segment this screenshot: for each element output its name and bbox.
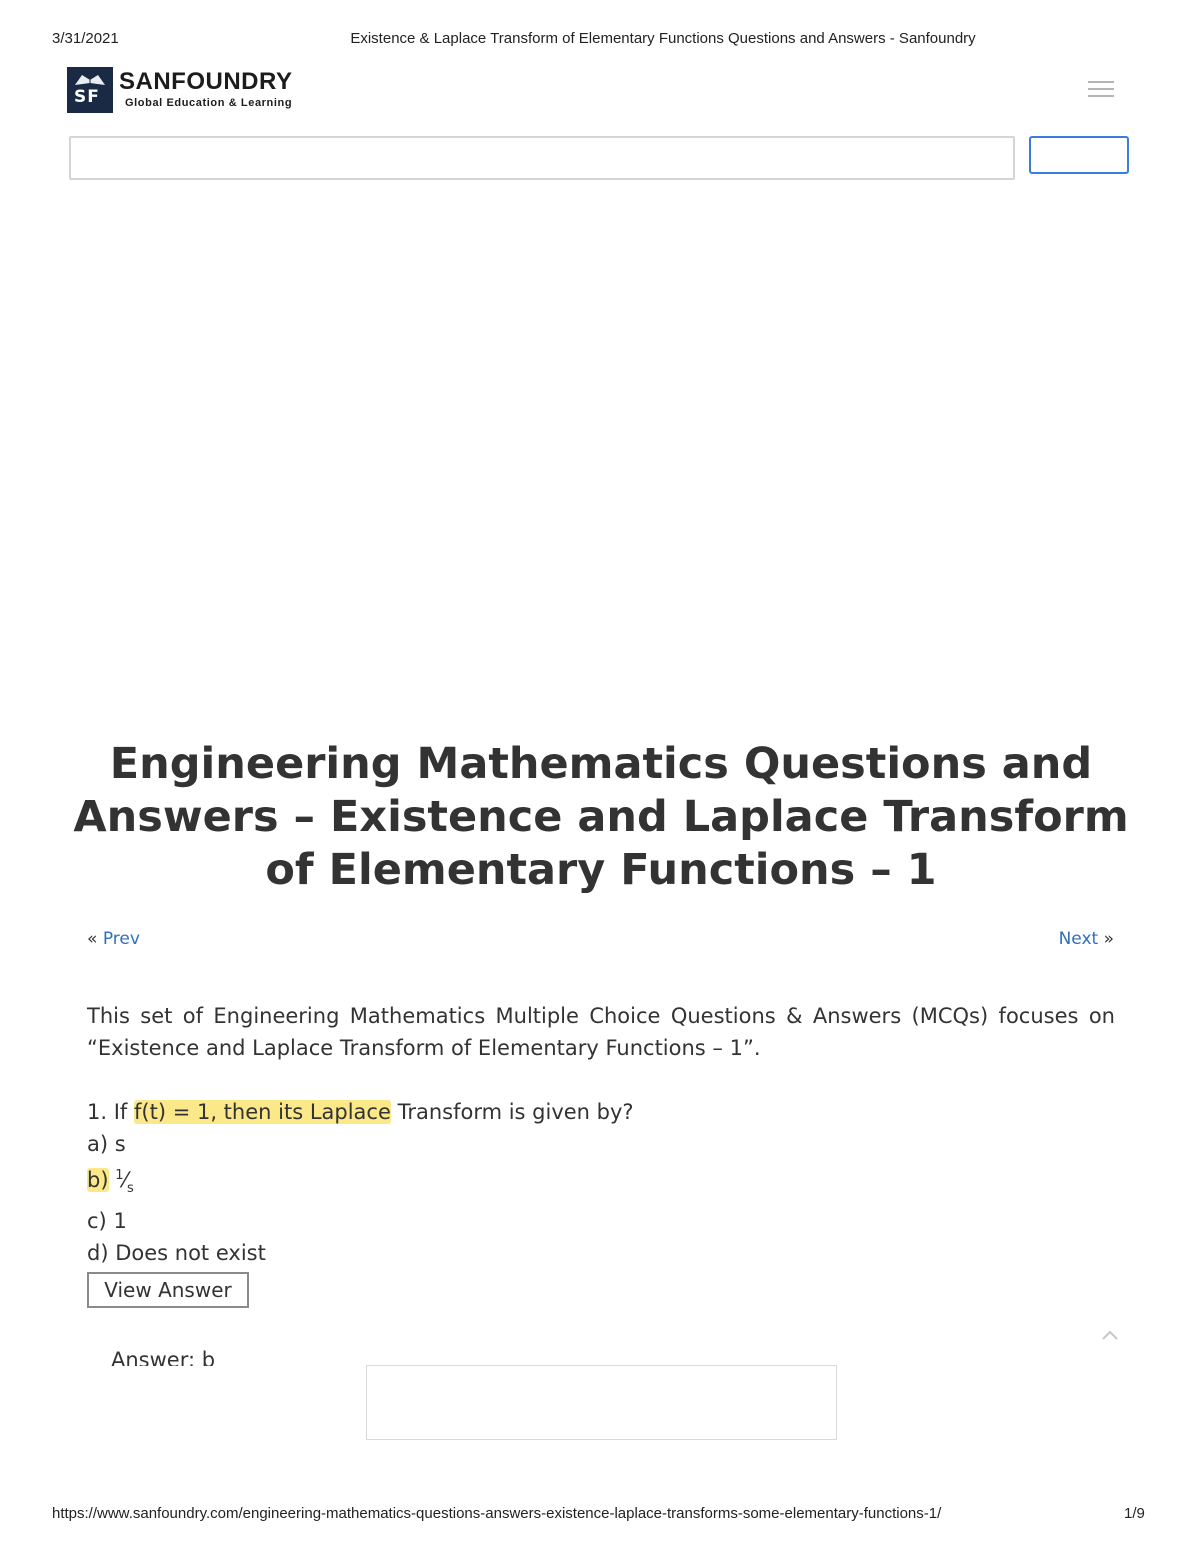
print-title: Existence & Laplace Transform of Elementary Functions Questions and Answers - Sanfoundry: [350, 30, 976, 47]
intro-paragraph: This set of Engineering Mathematics Multiple Choice Questions & Answers (MCQs) focuses on “Existence and Laplace Transform of Elementary Functions – 1”.: [87, 1004, 1115, 1060]
next-arrow: »: [1103, 929, 1114, 949]
question-number: 1.: [87, 1100, 108, 1124]
prev-nav: [87, 929, 140, 949]
hamburger-menu-icon[interactable]: [1088, 81, 1114, 99]
next-nav: [1059, 929, 1114, 949]
logo-name: SANFOUNDRY: [119, 68, 293, 95]
next-link[interactable]: Next: [1058, 929, 1099, 949]
print-footer: [0, 1505, 1200, 1525]
menu-bar: [1088, 88, 1114, 90]
option-text: Does not exist: [115, 1241, 266, 1266]
option-text: s: [114, 1132, 126, 1156]
fraction-numerator: 1: [115, 1168, 124, 1183]
logo-mark: [67, 67, 113, 113]
option-key: d): [87, 1241, 109, 1266]
option-a: [87, 1128, 1115, 1160]
chevron-up-icon[interactable]: [1100, 1328, 1120, 1342]
option-b: [87, 1160, 1115, 1205]
option-d: [87, 1237, 1115, 1269]
question-suffix: Transform is given by?: [397, 1100, 634, 1124]
view-answer-button[interactable]: View Answer: [87, 1272, 249, 1308]
option-key-highlight: b): [87, 1168, 109, 1192]
site-logo[interactable]: [67, 67, 317, 115]
option-fraction: [115, 1168, 134, 1197]
answer-text: Answer: b: [111, 1348, 216, 1366]
prev-link[interactable]: Prev: [102, 929, 140, 949]
logo-initials: SF: [74, 87, 100, 107]
option-key: c): [87, 1209, 107, 1234]
menu-bar: [1088, 81, 1114, 83]
question-highlight: f(t) = 1, then its Laplace: [134, 1100, 391, 1124]
menu-bar: [1088, 95, 1114, 97]
fraction-denominator: s: [127, 1181, 134, 1197]
question-stem: [87, 1096, 1115, 1128]
print-date: 3/31/2021: [52, 30, 119, 47]
logo-tagline: Global Education & Learning: [125, 97, 293, 109]
page-title: Engineering Mathematics Questions and Answers – Existence and Laplace Transform of Elementary Functions – 1: [73, 739, 1129, 895]
print-page-number: 1/9: [1124, 1505, 1145, 1522]
prev-arrow: «: [87, 929, 98, 949]
question-block: [87, 1096, 1115, 1269]
option-text: 1: [113, 1209, 127, 1234]
search-button[interactable]: [1029, 136, 1129, 174]
option-key: a): [87, 1132, 109, 1156]
option-c: [87, 1205, 1115, 1237]
fraction-slash: ⁄: [123, 1168, 128, 1192]
ad-placeholder: [366, 1365, 837, 1440]
book-icon: [74, 73, 106, 87]
print-url: https://www.sanfoundry.com/engineering-mathematics-questions-answers-existence-laplace-transforms-some-elementary-functions-1/: [52, 1505, 942, 1522]
question-prefix: If: [113, 1100, 128, 1124]
print-header: [0, 30, 1200, 50]
search-input[interactable]: [69, 136, 1015, 180]
